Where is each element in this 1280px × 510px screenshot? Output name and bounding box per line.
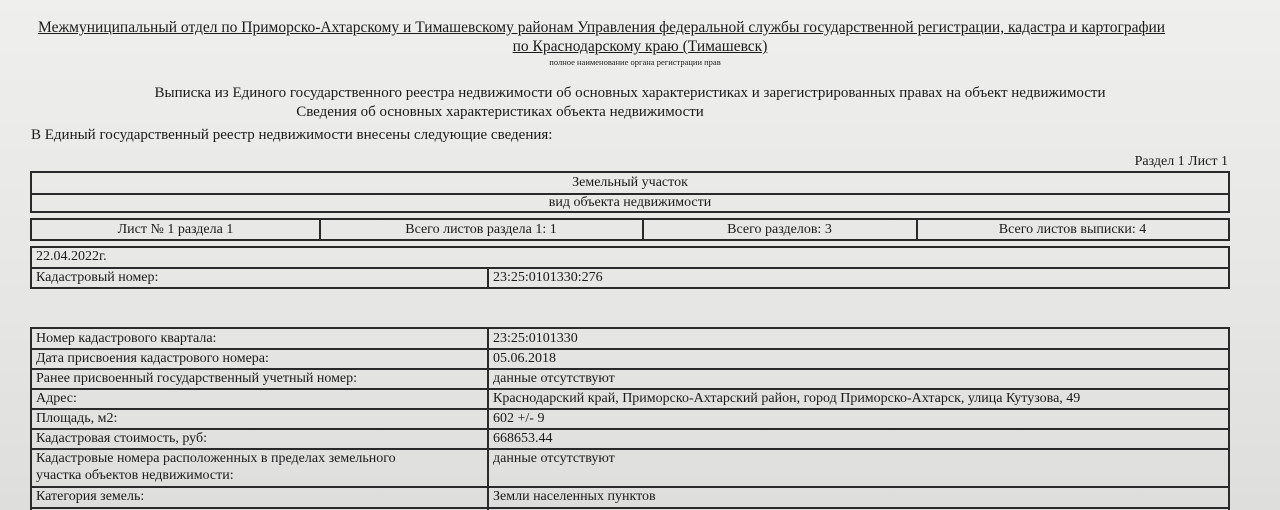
sheet-number: Лист № 1 раздела 1 bbox=[117, 222, 234, 237]
document-title: Выписка из Единого государственного реестра недвижимости об основных характеристиках и зарегистрированных правах на объект недвижимости bbox=[154, 85, 1106, 101]
object-type: Земельный участок bbox=[572, 175, 688, 190]
table-row-value: Краснодарский край, Приморско-Ахтарский район, город Приморско-Ахтарск, улица Кутузова, 49 bbox=[493, 391, 1081, 406]
table-row-value: 602 +/- 9 bbox=[493, 411, 545, 426]
table-row-label: Адрес: bbox=[36, 391, 77, 406]
row-divider bbox=[32, 348, 1228, 350]
table-row-label: Дата присвоения кадастрового номера: bbox=[36, 351, 269, 366]
intro-text: В Единый государственный реестр недвижимости внесены следующие сведения: bbox=[31, 127, 553, 143]
divider bbox=[487, 267, 489, 287]
authority-name-line2: по Краснодарскому краю (Тимашевск) bbox=[512, 38, 768, 55]
row-divider bbox=[32, 428, 1228, 430]
row-divider bbox=[32, 368, 1228, 370]
divider bbox=[32, 267, 1228, 269]
cadastral-number-label: Кадастровый номер: bbox=[36, 270, 159, 285]
table-row-value: Земли населенных пунктов bbox=[493, 489, 656, 504]
column-divider bbox=[487, 329, 489, 510]
total-sheet-count: Всего листов выписки: 4 bbox=[998, 222, 1147, 237]
table-row-label: Ранее присвоенный государственный учетный номер: bbox=[36, 371, 358, 386]
table-row-label-line2: участка объектов недвижимости: bbox=[36, 468, 234, 483]
document-subtitle: Сведения об основных характеристиках объекта недвижимости bbox=[296, 104, 704, 120]
object-type-caption: вид объекта недвижимости bbox=[548, 195, 712, 210]
row-divider bbox=[32, 486, 1228, 488]
sheet-info-box bbox=[30, 218, 1230, 241]
section-count: Всего разделов: 3 bbox=[727, 222, 832, 237]
section-reference: Раздел 1 Лист 1 bbox=[1134, 154, 1228, 169]
table-row-label: Категория земель: bbox=[36, 489, 145, 504]
row-divider bbox=[32, 408, 1228, 410]
table-row-value: 668653.44 bbox=[493, 431, 553, 446]
row-divider bbox=[32, 507, 1228, 509]
authority-name-line1: Межмуниципальный отдел по Приморско-Ахтарскому и Тимашевскому районам Управления федеральной службы государственной регистрации, кадастра и картографии bbox=[38, 19, 1166, 36]
table-row-value: данные отсутствуют bbox=[493, 371, 615, 386]
row-divider bbox=[32, 388, 1228, 390]
table-row-label-line1: Кадастровые номера расположенных в пределах земельного bbox=[36, 451, 396, 466]
table-row-value: данные отсутствуют bbox=[493, 451, 615, 466]
extract-date: 22.04.2022г. bbox=[36, 249, 107, 264]
table-row-label: Кадастровая стоимость, руб: bbox=[36, 431, 207, 446]
table-row-value: 05.06.2018 bbox=[493, 351, 556, 366]
table-row-value: 23:25:0101330 bbox=[493, 331, 578, 346]
table-row-label: Площадь, м2: bbox=[36, 411, 118, 426]
characteristics-table bbox=[30, 327, 1230, 510]
object-type-box bbox=[30, 171, 1230, 213]
table-row-label: Номер кадастрового квартала: bbox=[36, 331, 217, 346]
row-divider bbox=[32, 448, 1228, 450]
authority-caption: полное наименование органа регистрации прав bbox=[549, 57, 721, 67]
cadastral-number-value: 23:25:0101330:276 bbox=[493, 270, 603, 285]
identification-box bbox=[30, 246, 1230, 289]
section-sheet-count: Всего листов раздела 1: 1 bbox=[405, 222, 557, 237]
